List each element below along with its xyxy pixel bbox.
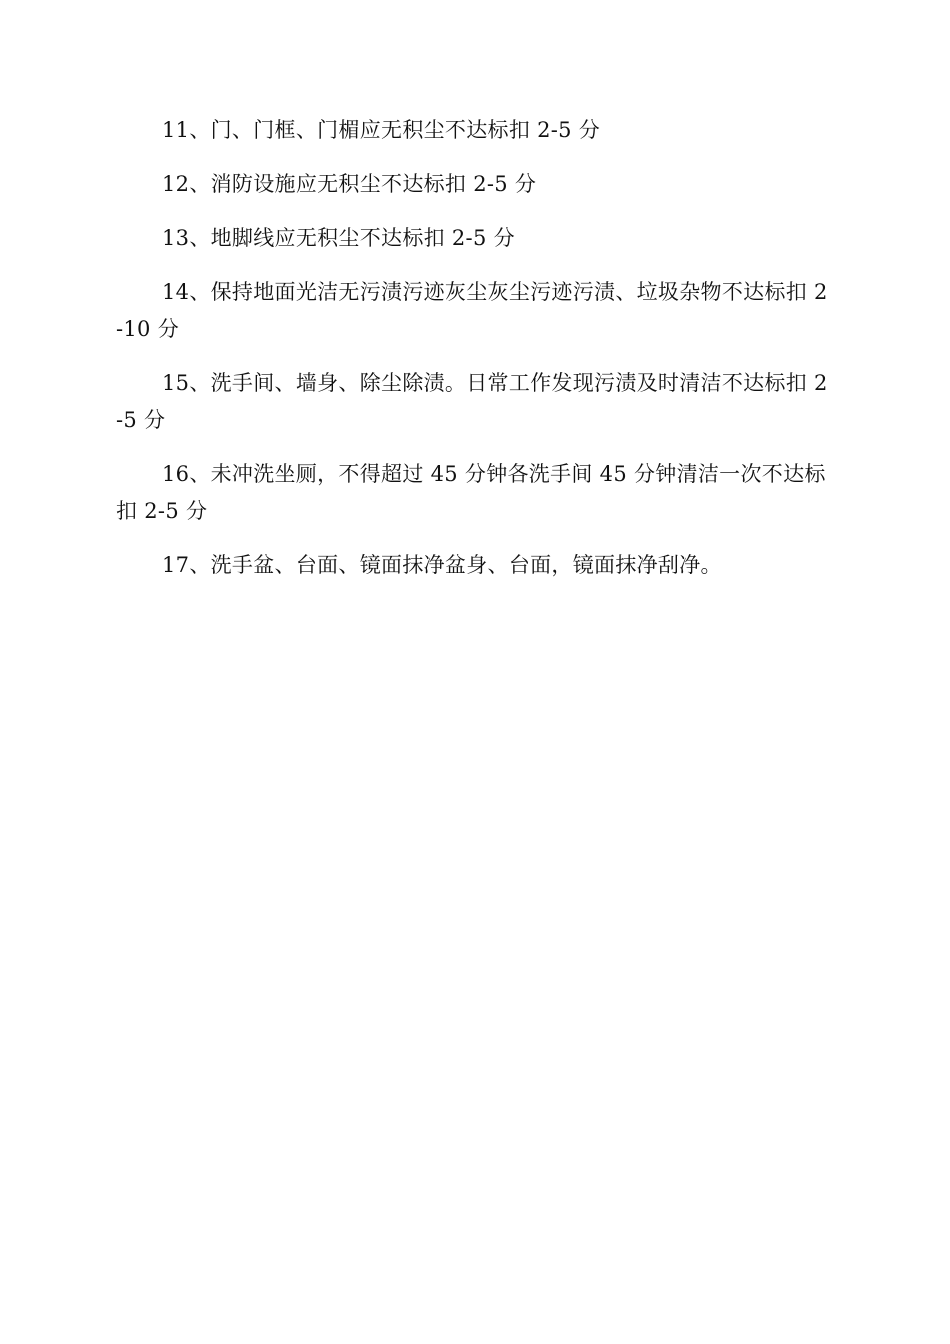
list-item: 12、消防设施应无积尘不达标扣 2-5 分 <box>162 172 537 196</box>
list-item: 17、洗手盆、台面、镜面抹净盆身、台面，镜面抹净刮净。 <box>162 553 722 577</box>
list-item: 15、洗手间、墙身、除尘除渍。日常工作发现污渍及时清洁不达标扣 2-5 分 <box>116 371 828 432</box>
list-item: 13、地脚线应无积尘不达标扣 2-5 分 <box>162 226 515 250</box>
list-item: 11、门、门框、门楣应无积尘不达标扣 2-5 分 <box>162 118 601 142</box>
list-item: 16、未冲洗坐厕，不得超过 45 分钟各洗手间 45 分钟清洁一次不达标扣 2-5 分 <box>116 462 826 523</box>
document-body <box>116 112 832 601</box>
list-item: 14、保持地面光洁无污渍污迹灰尘灰尘污迹污渍、垃圾杂物不达标扣 2-10 分 <box>116 280 828 341</box>
